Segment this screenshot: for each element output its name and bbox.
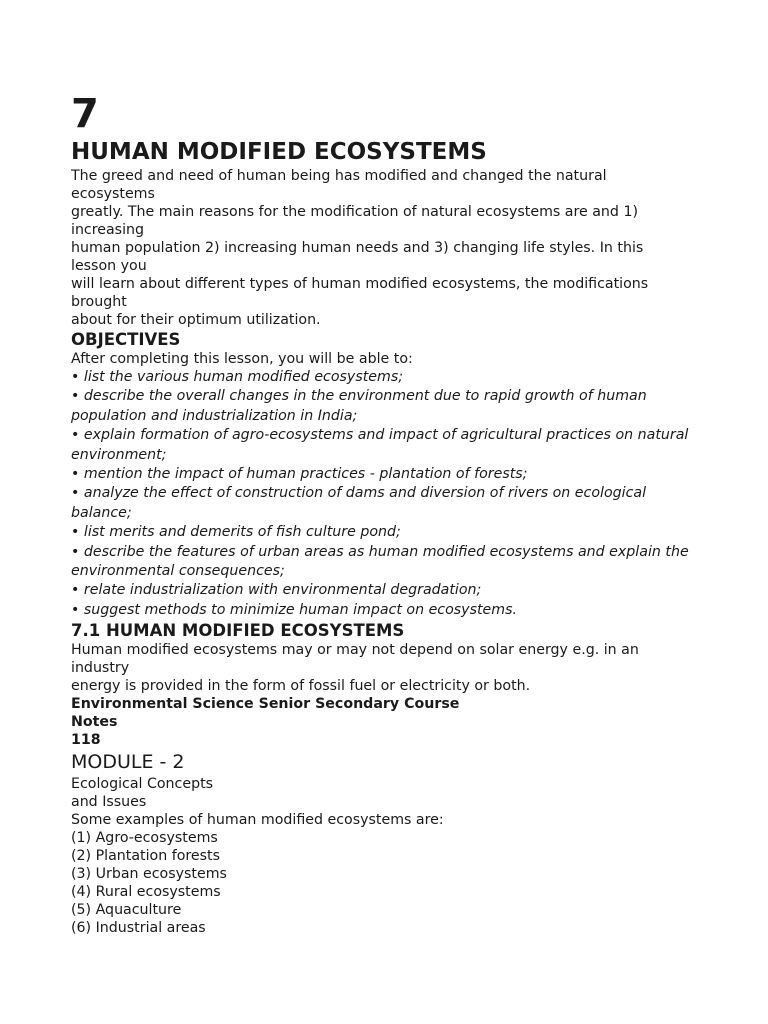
example-item: (5) Aquaculture — [71, 902, 182, 919]
section-heading-7-1: 7.1 HUMAN MODIFIED ECOSYSTEMS — [71, 621, 405, 641]
module-title: MODULE - 2 — [71, 751, 185, 774]
intro-line: human population 2) increasing human needs and 3) changing life styles. In this — [71, 240, 644, 256]
examples-list — [71, 829, 711, 937]
bullet-icon: • — [71, 582, 80, 599]
objective-item — [71, 426, 711, 465]
objective-item — [71, 581, 711, 600]
document-page — [71, 90, 711, 937]
objective-item — [71, 387, 711, 426]
example-item: (3) Urban ecosystems — [71, 866, 227, 883]
bullet-icon: • — [71, 524, 80, 541]
notes-label: Notes — [71, 714, 118, 731]
objective-text: relate industrialization with environmental degradation; — [83, 582, 482, 599]
objective-item — [71, 465, 711, 484]
objective-item — [71, 368, 711, 387]
bullet-icon: • — [71, 427, 80, 444]
objective-text: describe the overall changes in the environment due to rapid growth of human population and industrialization in India; — [71, 388, 647, 424]
objectives-lead: After completing this lesson, you will be able to: — [71, 351, 413, 367]
intro-line: increasing — [71, 222, 145, 238]
intro-line: will learn about different types of human modified ecosystems, the modifications — [71, 276, 649, 292]
objective-item — [71, 601, 711, 620]
objective-text: suggest methods to minimize human impact on ecosystems. — [83, 601, 517, 618]
section-line: industry — [71, 660, 130, 677]
intro-line: The greed and need of human being has modified and changed the natural — [71, 168, 607, 184]
chapter-title: HUMAN MODIFIED ECOSYSTEMS — [71, 139, 487, 165]
section-7-1-paragraph — [71, 641, 711, 695]
examples-lead: Some examples of human modified ecosystems are: — [71, 812, 444, 829]
objective-text: describe the features of urban areas as human modified ecosystems and explain the environmental consequences; — [71, 543, 689, 580]
intro-paragraph — [71, 167, 711, 329]
objective-item — [71, 484, 711, 523]
intro-line: about for their optimum utilization. — [71, 312, 321, 328]
bullet-icon: • — [71, 388, 80, 405]
page-number: 118 — [71, 732, 101, 749]
objectives-list — [71, 368, 711, 620]
bullet-icon: • — [71, 601, 80, 618]
course-name: Environmental Science Senior Secondary Course — [71, 696, 460, 713]
example-item: (4) Rural ecosystems — [71, 884, 221, 901]
section-line: Human modified ecosystems may or may not depend on solar energy e.g. in an — [71, 642, 639, 659]
objective-text: list merits and demerits of fish culture pond; — [83, 524, 401, 541]
bullet-icon: • — [71, 543, 80, 560]
example-item: (1) Agro-ecosystems — [71, 830, 218, 847]
objective-text: mention the impact of human practices - plantation of forests; — [83, 466, 528, 483]
objective-text: analyze the effect of construction of dams and diversion of rivers on ecological balance; — [71, 485, 647, 521]
bullet-icon: • — [71, 466, 80, 483]
example-item: (6) Industrial areas — [71, 920, 206, 937]
objective-text: list the various human modified ecosystems; — [83, 369, 403, 385]
objectives-heading: OBJECTIVES — [71, 330, 181, 349]
bullet-icon: • — [71, 485, 80, 502]
section-line: energy is provided in the form of fossil fuel or electricity or both. — [71, 678, 531, 695]
intro-line: ecosystems — [71, 186, 155, 202]
objective-item — [71, 523, 711, 542]
intro-line: greatly. The main reasons for the modification of natural ecosystems are and 1) — [71, 204, 639, 220]
chapter-number: 7 — [71, 91, 99, 137]
module-subtitle: Ecological Concepts — [71, 776, 214, 793]
module-subtitle: and Issues — [71, 794, 147, 811]
objective-text: explain formation of agro-ecosystems and impact of agricultural practices on natural environment; — [71, 427, 689, 463]
example-item: (2) Plantation forests — [71, 848, 221, 865]
bullet-icon: • — [71, 369, 80, 385]
intro-line: brought — [71, 294, 127, 310]
objective-item — [71, 543, 711, 582]
intro-line: lesson you — [71, 258, 147, 274]
